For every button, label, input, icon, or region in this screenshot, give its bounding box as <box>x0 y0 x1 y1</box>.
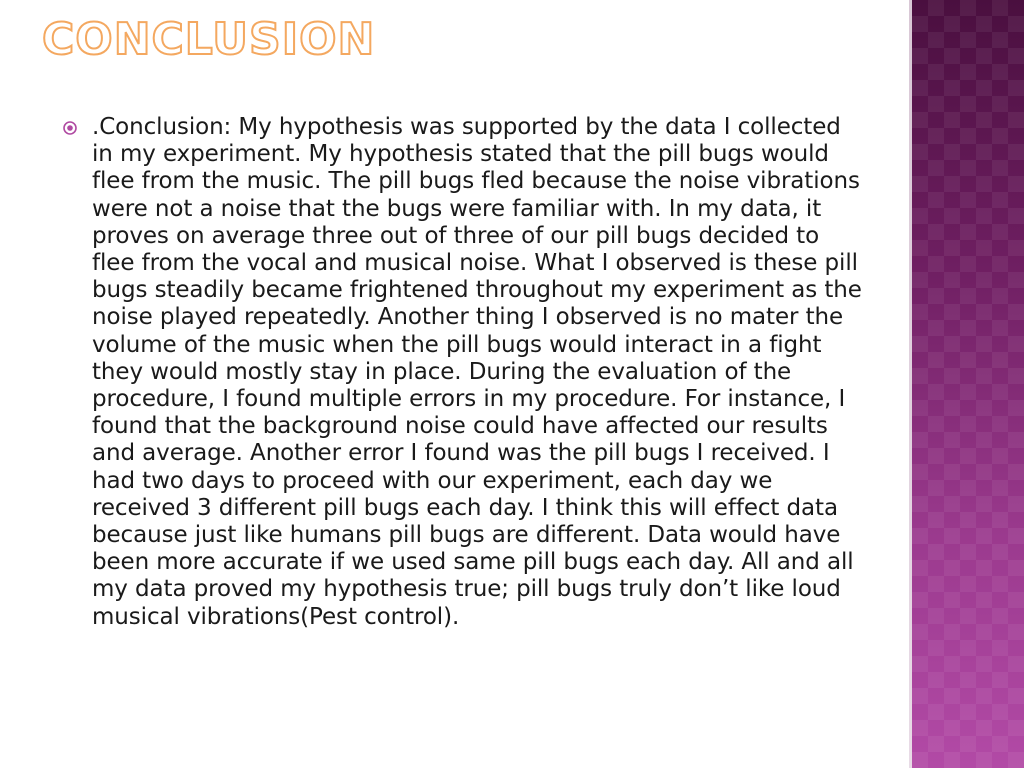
slide-title: CONCLUSION <box>42 14 376 65</box>
conclusion-paragraph: .Conclusion: My hypothesis was supported by the data I collected in my experiment. My hypothesis stated that the pill bugs would flee from the music. The pill bugs fled because the noise vibrations were not a noise that the bugs were familiar with. In my data, it proves on average three out of three of our pill bugs decided to flee from the vocal and musical noise. What I observed is these pill bugs steadily became frightened throughout my experiment as the noise played repeatedly. Another thing I observed is no mater the volume of the music when the pill bugs would interact in a fight they would mostly stay in place. During the evaluation of the procedure, I found multiple errors in my procedure. For instance, I found that the background noise could have affected our results and average. Another error I found was the pill bugs I received. I had two days to proceed with our experiment, each day we received 3 different pill bugs each day. I think this will effect data because just like humans pill bugs are different. Data would have been more accurate if we used same pill bugs each day. All and all my data proved my hypothesis true; pill bugs truly don’t like loud musical vibrations(Pest control). <box>92 114 862 630</box>
side-decorative-band <box>912 0 1024 768</box>
radio-bullet-icon <box>62 120 78 136</box>
